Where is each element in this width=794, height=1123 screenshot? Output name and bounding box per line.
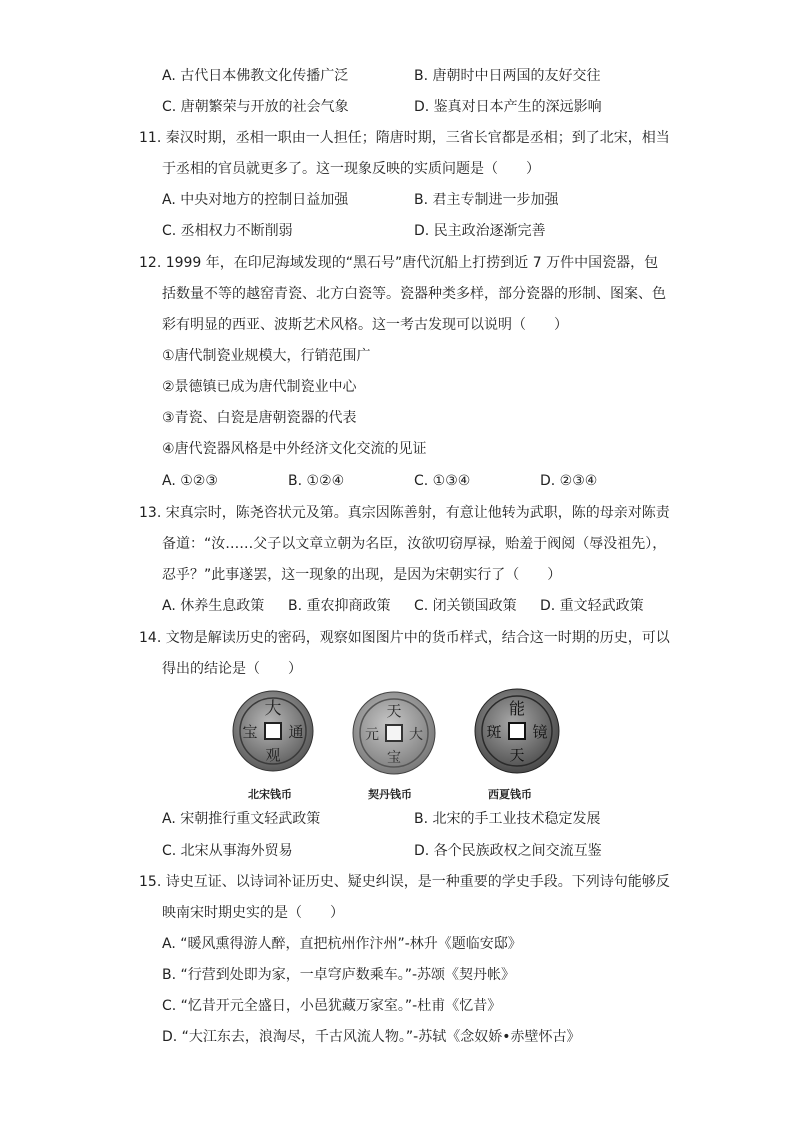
q15-stem-line1: 15. 诗史互证、以诗词补证历史、疑史纠误，是一种重要的学史手段。下列诗句能够反 bbox=[139, 874, 670, 890]
q15-option-a: A. “暖风熏得游人醉，直把杭州作汴州”-林升《题临安邸》 bbox=[162, 936, 522, 952]
q11-stem-line1: 11. 秦汉时期，丞相一职由一人担任；隋唐时期，三省长官都是丞相；到了北宋，相当 bbox=[139, 130, 670, 146]
khitan-coin-caption: 契丹钱币 bbox=[368, 788, 412, 801]
q14-option-b: B. 北宋的手工业技术稳定发展 bbox=[414, 811, 601, 827]
q13-option-c: C. 闭关锁国政策 bbox=[414, 598, 517, 614]
q15-option-b: B. “行营到处即为家，一卓穹庐数乘车。”-苏颂《契丹帐》 bbox=[162, 967, 516, 983]
q10-option-a: A. 古代日本佛教文化传播广泛 bbox=[162, 68, 349, 84]
q14-option-a: A. 宋朝推行重文轻武政策 bbox=[162, 811, 321, 827]
coin-icon bbox=[352, 691, 436, 775]
northern-song-coin-image bbox=[232, 690, 314, 772]
coin-glyph-top: 大 bbox=[264, 699, 282, 719]
coin-glyph-bottom: 观 bbox=[265, 746, 281, 764]
q14-option-c: C. 北宋从事海外贸易 bbox=[162, 843, 293, 859]
khitan-coin-image bbox=[352, 691, 436, 775]
q12-stem-line2: 括数量不等的越窑青瓷、北方白瓷等。瓷器种类多样，部分瓷器的形制、图案、色 bbox=[162, 286, 666, 302]
q12-statement-4: ④唐代瓷器风格是中外经济文化交流的见证 bbox=[162, 441, 427, 457]
coin-glyph-right: 镜 bbox=[532, 723, 548, 741]
q12-statement-1: ①唐代制瓷业规模大，行销范围广 bbox=[162, 348, 371, 364]
q11-option-c: C. 丞相权力不断削弱 bbox=[162, 223, 293, 239]
coin-glyph-left: 斑 bbox=[486, 723, 502, 741]
q12-option-b: B. ①②④ bbox=[288, 473, 345, 489]
q14-stem-line2: 得出的结论是（ ） bbox=[162, 661, 302, 677]
q10-option-d: D. 鉴真对日本产生的深远影响 bbox=[414, 99, 602, 115]
coin-glyph-top: 能 bbox=[508, 699, 526, 718]
q11-option-a: A. 中央对地方的控制日益加强 bbox=[162, 192, 349, 208]
coin-icon bbox=[474, 688, 560, 774]
coin-glyph-left: 宝 bbox=[242, 723, 258, 741]
q15-option-d: D. “大江东去，浪淘尽，千古风流人物。”-苏轼《念奴娇•赤壁怀古》 bbox=[162, 1029, 581, 1045]
q10-option-b: B. 唐朝时中日两国的友好交往 bbox=[414, 68, 601, 84]
coin-icon bbox=[232, 690, 314, 772]
coin-glyph-bottom: 天 bbox=[509, 746, 525, 764]
q11-stem-line2: 于丞相的官员就更多了。这一现象反映的实质问题是（ ） bbox=[162, 161, 540, 177]
q15-stem-line2: 映南宋时期史实的是（ ） bbox=[162, 905, 344, 921]
q13-stem-line1: 13. 宋真宗时，陈尧咨状元及第。真宗因陈善射，有意让他转为武职，陈的母亲对陈责 bbox=[139, 505, 670, 521]
q12-statement-3: ③青瓷、白瓷是唐朝瓷器的代表 bbox=[162, 410, 357, 426]
q15-option-c: C. “忆昔开元全盛日，小邑犹藏万家室。”-杜甫《忆昔》 bbox=[162, 998, 502, 1014]
q13-option-d: D. 重文轻武政策 bbox=[540, 598, 644, 614]
northern-song-coin-caption: 北宋钱币 bbox=[248, 788, 292, 801]
coin-glyph-right: 大 bbox=[409, 727, 423, 743]
q11-option-d: D. 民主政治逐渐完善 bbox=[414, 223, 546, 239]
q13-option-b: B. 重农抑商政策 bbox=[288, 598, 391, 614]
q13-stem-line3: 忍乎？”此事遂罢，这一现象的出现，是因为宋朝实行了（ ） bbox=[162, 567, 562, 583]
coin-glyph-top: 天 bbox=[386, 702, 402, 720]
coin-glyph-bottom: 宝 bbox=[387, 750, 401, 766]
q12-statement-2: ②景德镇已成为唐代制瓷业中心 bbox=[162, 379, 357, 395]
western-xia-coin-image bbox=[474, 688, 560, 774]
q12-option-d: D. ②③④ bbox=[540, 473, 598, 489]
western-xia-coin-caption: 西夏钱币 bbox=[488, 788, 532, 801]
q10-option-c: C. 唐朝繁荣与开放的社会气象 bbox=[162, 99, 349, 115]
q13-option-a: A. 休养生息政策 bbox=[162, 598, 265, 614]
q14-stem-line1: 14. 文物是解读历史的密码，观察如图图片中的货币样式，结合这一时期的历史，可以 bbox=[139, 630, 670, 646]
q12-option-c: C. ①③④ bbox=[414, 473, 471, 489]
coin-glyph-right: 通 bbox=[288, 723, 304, 741]
q14-option-d: D. 各个民族政权之间交流互鉴 bbox=[414, 843, 602, 859]
q12-option-a: A. ①②③ bbox=[162, 473, 218, 489]
q12-stem-line1: 12. 1999 年，在印尼海域发现的“黑石号”唐代沉船上打捞到近 7 万件中国瓷器，包 bbox=[139, 255, 659, 271]
q11-option-b: B. 君主专制进一步加强 bbox=[414, 192, 559, 208]
coin-glyph-left: 元 bbox=[365, 727, 379, 743]
q13-stem-line2: 备道：“汝……父子以文章立朝为名臣，汝欲叨窃厚禄，贻羞于阀阅（辱没祖先）， bbox=[162, 536, 667, 552]
q12-stem-line3: 彩有明显的西亚、波斯艺术风格。这一考古发现可以说明（ ） bbox=[162, 317, 568, 333]
